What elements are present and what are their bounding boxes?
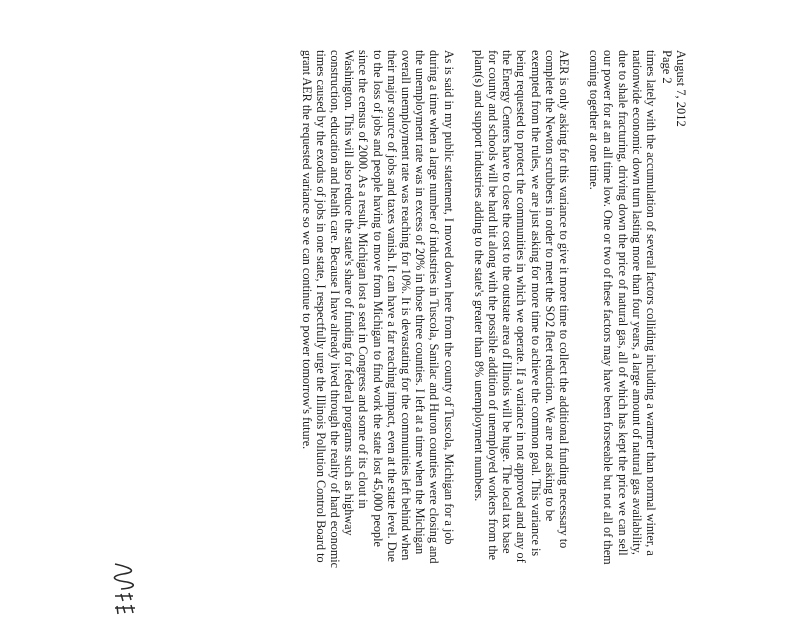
letter-date: August 7, 2012	[674, 50, 688, 127]
signature-scribble-icon	[105, 558, 145, 618]
page-number: Page 2	[660, 50, 674, 84]
paragraph-michigan-experience: As is said in my public statement, I moved down here from the county of Tuscola, Michigan for a job during a time when a large number of industries in Tuscola, Sanilac and Huron counties were closing and the unemployment rate was in excess of 20% in those three counties. I left at a time when the Michigan overall unemployment rate was reaching for 10%. It is devastating for the communities left behind when their major source of jobs and taxes vanish. It can have a far reaching impact, even at the state level. Due to the loss of jobs and people having to move from Michigan to find work the state lost 45,000 people since the census of 2000. As a result, Michigan lost a seat in Congress and some of its clout in Washington. This will also reduce the state's share of funding for federal programs such as highway construction, education and health care. Because I have already lived through the reality of hard economic times caused by the exodus of jobs in one state, I respectfully urge the Illinois Pollution Control Board to grant AER the requested variance so we can continue to power tomorrow's future.	[299, 50, 456, 569]
paragraph-factors: times lately with the accumulation of several factors colliding including a warmer than normal winter, a nationwide economic down turn lasting more than four years, a large amount of natural gas availability, due to shale fracturing, driving down the price of natural gas, all of which has kept the price we can sell our power for at an all time low. One or two of these factors may have been forseeable but not all of them coming together at one time.	[587, 50, 658, 565]
paragraph-variance-request: AER is only asking for this variance to give it more time to collect the additional funding necessary to complete the Newton scrubbers in order to meet the SO2 fleet reduction. We are not asking to be exempted from the rules, we are just asking for more time to achieve the common goal. This variance is being requested to protect the communities in which we operate. If a variance in not approved and any of the Energy Centers have to close the cost to the outstate area of Illinois will be huge. The local tax base for county and schools will be hard hit along with the possible addition of unemployed workers from the plant(s) and support industries adding to the state's greater than 8% unemployment numbers.	[471, 50, 571, 563]
letter-body	[283, 50, 658, 570]
handwritten-marks	[105, 558, 145, 618]
letter-header	[660, 50, 688, 127]
rotated-letter-page	[100, 0, 700, 618]
